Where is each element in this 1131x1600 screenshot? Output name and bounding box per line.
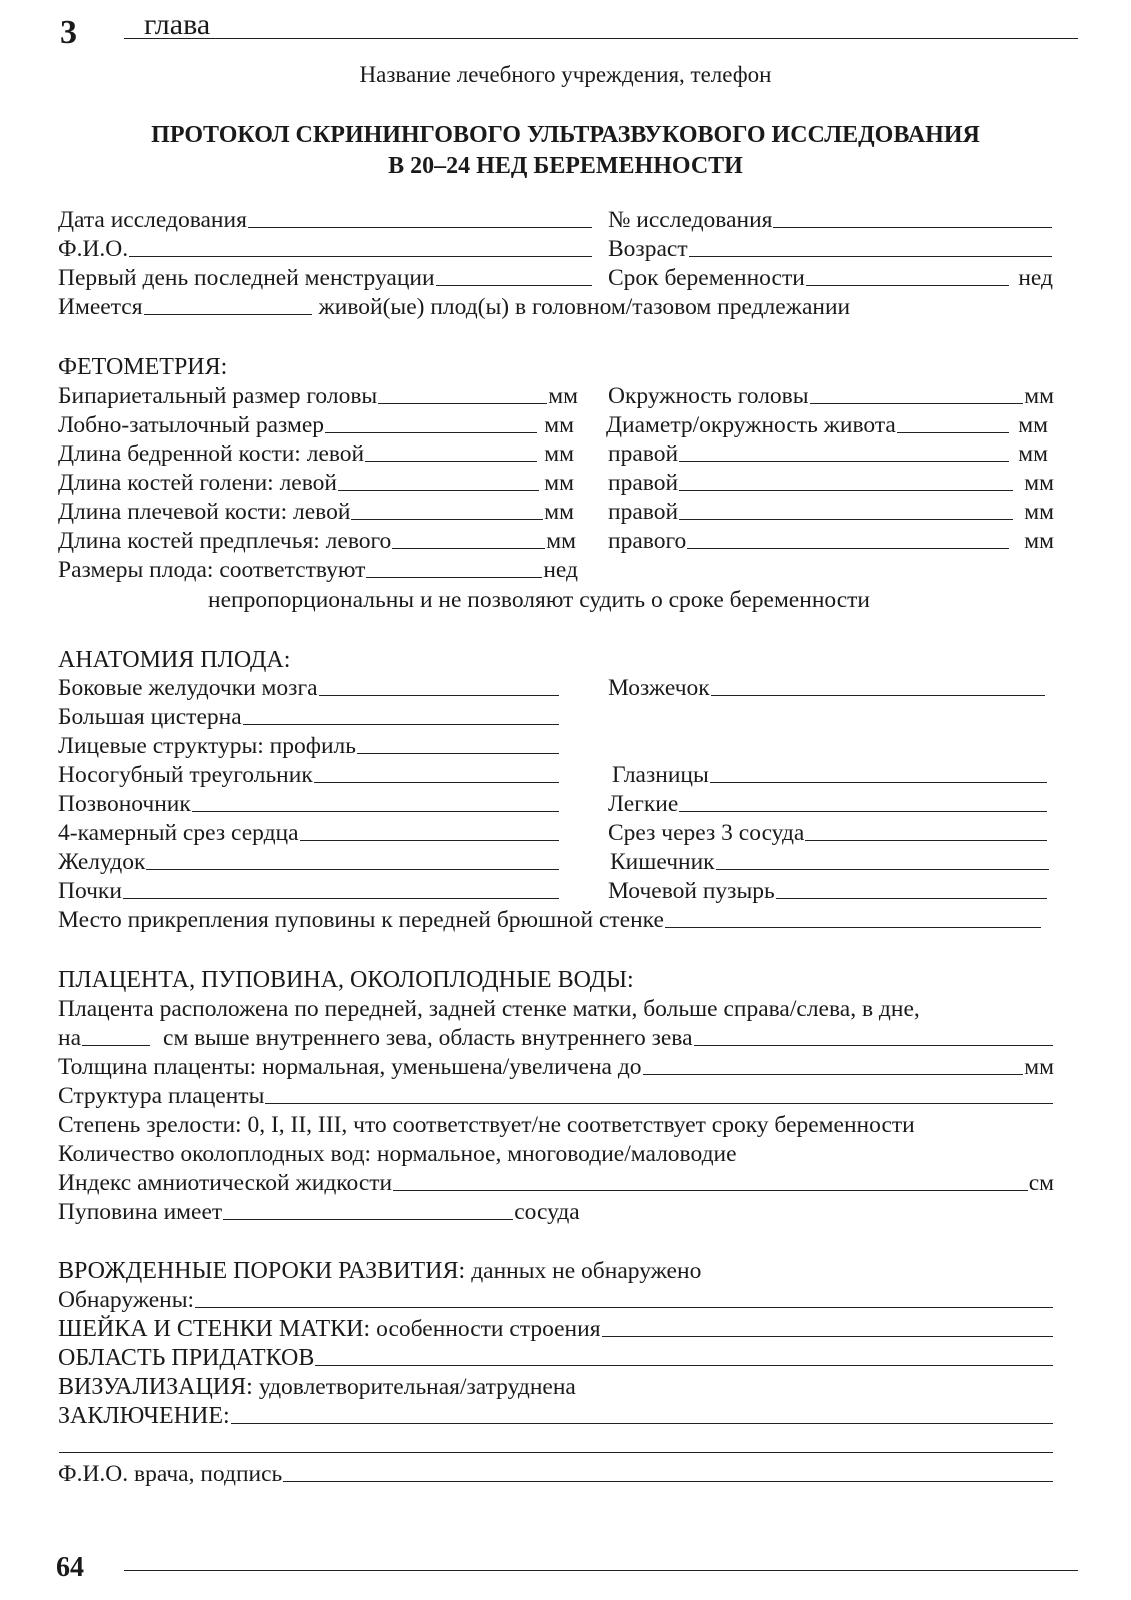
heart4-field[interactable] — [300, 840, 559, 841]
fluid-text: Количество околоплодных вод: нормальное, многоводие/маловодие — [58, 1140, 737, 1167]
heart4-label: 4-камерный срез сердца — [58, 819, 299, 846]
afi-label: Индекс амниотической жидкости — [58, 1169, 393, 1196]
title-line-1: ПРОТОКОЛ СКРИНИНГОВОГО УЛЬТРАЗВУКОВОГО ИССЛЕДОВАНИЯ — [151, 122, 980, 148]
found-field[interactable] — [195, 1307, 1053, 1308]
cisterna-field[interactable] — [243, 724, 559, 725]
tibia-row — [58, 465, 574, 495]
adnexa-row — [58, 1340, 1054, 1370]
internal-os-field[interactable] — [694, 1045, 1054, 1046]
femur-left-field[interactable] — [365, 461, 537, 462]
cisterna-label: Большая цистерна — [58, 703, 242, 730]
abd-row — [606, 407, 1048, 437]
doctor-label: Ф.И.О. врача, подпись — [58, 1460, 283, 1487]
placenta-location-text: Плацента расположена по передней, задней стенке матки, больше справа/слева, в дне, — [58, 995, 920, 1022]
lungs-row — [608, 786, 1048, 816]
lungs-label: Легкие — [608, 790, 679, 817]
spine-row — [58, 786, 560, 816]
humerus-right-field[interactable] — [679, 519, 1013, 520]
adnexa-field[interactable] — [315, 1365, 1053, 1366]
tibia-right-row — [608, 465, 1054, 495]
fio-field[interactable] — [129, 256, 592, 257]
face-field[interactable] — [357, 753, 559, 754]
fetometry-heading: ФЕТОМЕТРИЯ: — [58, 354, 228, 380]
orbits-field[interactable] — [710, 782, 1047, 783]
visualization-row — [58, 1369, 1054, 1399]
structure-field[interactable] — [265, 1103, 1053, 1104]
humerus-row — [58, 494, 574, 524]
cervix-heading: ШЕЙКА И СТЕНКИ МАТКИ: — [58, 1316, 371, 1342]
forearm-label: Длина костей предплечья: левого — [58, 527, 392, 554]
header-rule — [124, 38, 1078, 39]
doctor-row — [58, 1456, 1054, 1486]
disprop-row — [208, 582, 1008, 612]
cerebellum-field[interactable] — [711, 695, 1045, 696]
cervix-field[interactable] — [602, 1336, 1053, 1337]
placenta-heading: ПЛАЦЕНТА, ПУПОВИНА, ОКОЛОПЛОДНЫЕ ВОДЫ: — [58, 967, 634, 993]
thickness-label: Толщина плаценты: нормальная, уменьшена/увеличена до — [58, 1053, 642, 1080]
lungs-field[interactable] — [679, 811, 1047, 812]
lmp-row — [58, 260, 593, 290]
lmp-field[interactable] — [436, 285, 592, 286]
placenta-thickness-row — [58, 1049, 1054, 1079]
fio-row — [58, 231, 593, 261]
above-os-label: см выше внутреннего зева, область внутреннего зева — [163, 1024, 693, 1051]
anomalies-heading: ВРОЖДЕННЫЕ ПОРОКИ РАЗВИТИЯ: — [58, 1258, 466, 1284]
ofd-label: Лобно-затылочный размер — [58, 411, 325, 438]
mm-unit: мм — [548, 382, 578, 409]
exam-date-row — [58, 202, 593, 232]
bladder-row — [608, 873, 1048, 903]
forearm-right-field[interactable] — [687, 548, 1009, 549]
bladder-label: Мочевой пузырь — [608, 877, 775, 904]
chapter-word: глава — [144, 8, 211, 41]
humerus-left-field[interactable] — [351, 519, 543, 520]
age-row — [608, 231, 1053, 261]
mm-unit: мм — [1024, 382, 1054, 409]
cervix-row — [58, 1311, 1054, 1341]
maturity-row — [58, 1107, 1058, 1137]
placenta-distance-field[interactable] — [82, 1045, 150, 1046]
ofd-field[interactable] — [325, 432, 537, 433]
conclusion-heading: ЗАКЛЮЧЕНИЕ: — [58, 1403, 230, 1429]
cord-insertion-field[interactable] — [665, 927, 1041, 928]
orbits-label: Глазницы — [612, 761, 709, 788]
nasolabial-label: Носогубный треугольник — [58, 761, 313, 788]
mm-unit: мм — [544, 440, 574, 467]
bpd-row — [58, 378, 578, 408]
gest-age-row — [608, 260, 1053, 290]
afi-field[interactable] — [393, 1190, 1028, 1191]
age-label: Возраст — [608, 235, 688, 262]
week-unit: нед — [543, 556, 578, 583]
chapter-number: 3 — [60, 14, 77, 51]
weeks-unit: нед — [1018, 264, 1053, 291]
page-number: 64 — [56, 1552, 84, 1583]
exam-no-row — [608, 202, 1053, 232]
bowel-label: Кишечник — [610, 848, 715, 875]
forearm-left-field[interactable] — [392, 548, 545, 549]
ofd-row — [58, 407, 574, 437]
right-label: правого — [608, 527, 687, 554]
humerus-right-row — [608, 494, 1054, 524]
placenta-structure-row — [58, 1078, 1054, 1108]
anomalies-row — [58, 1253, 1054, 1283]
ventricles-field[interactable] — [319, 695, 559, 696]
fio-label: Ф.И.О. — [58, 235, 129, 262]
conclusion-field-2[interactable] — [59, 1452, 1053, 1453]
bowel-row — [610, 844, 1050, 874]
abd-label: Диаметр/окружность живота — [606, 411, 896, 438]
protocol-title — [0, 120, 1131, 182]
structure-label: Структура плаценты — [58, 1082, 265, 1109]
abd-field[interactable] — [897, 432, 1009, 433]
mm-unit: мм — [1024, 469, 1054, 496]
mm-unit: мм — [1018, 411, 1048, 438]
cervix-text: особенности строения — [376, 1315, 601, 1342]
face-label: Лицевые структуры: профиль — [58, 732, 356, 759]
femur-right-row — [608, 436, 1048, 466]
femur-right-field[interactable] — [679, 461, 1009, 462]
exam-no-field[interactable] — [773, 227, 1052, 228]
conclusion-row — [58, 1398, 1054, 1428]
kidneys-row — [58, 873, 560, 903]
conclusion-row-2 — [58, 1427, 1054, 1457]
on-label: на — [58, 1024, 82, 1051]
spine-field[interactable] — [192, 811, 559, 812]
conclusion-field[interactable] — [231, 1423, 1053, 1424]
kidneys-field[interactable] — [123, 898, 559, 899]
tibia-right-field[interactable] — [679, 490, 1013, 491]
mm-unit: мм — [544, 498, 574, 525]
femur-row — [58, 436, 574, 466]
chapter-header — [56, 8, 1078, 51]
lmp-label: Первый день последней менструации — [58, 264, 435, 291]
cisterna-row — [58, 699, 560, 729]
heart4-row — [58, 815, 560, 845]
sizes-label: Размеры плода: соответствуют — [58, 556, 366, 583]
exam-date-label: Дата исследования — [58, 206, 247, 233]
stomach-field[interactable] — [146, 869, 559, 870]
ventricles-label: Боковые желудочки мозга — [58, 674, 318, 701]
orbits-row — [612, 757, 1048, 787]
present-label: Имеется — [58, 293, 143, 320]
age-field[interactable] — [689, 256, 1052, 257]
found-row — [58, 1282, 1054, 1312]
vessels3-row — [608, 815, 1048, 845]
forearm-row — [58, 523, 576, 553]
ventricles-row — [58, 670, 560, 700]
visualization-text: удовлетворительная/затруднена — [258, 1373, 576, 1400]
mm-unit: мм — [546, 527, 576, 554]
placenta-location-row — [58, 991, 1058, 1021]
found-label: Обнаружены: — [58, 1286, 195, 1313]
bpd-label: Бипариетальный размер головы — [58, 382, 378, 409]
footer-rule — [124, 1570, 1078, 1571]
hc-label: Окружность головы — [608, 382, 809, 409]
anatomy-heading: АНАТОМИЯ ПЛОДА: — [58, 647, 291, 673]
fluid-row — [58, 1136, 1058, 1166]
disprop-text: непропорциональны и не позволяют судить о сроке беременности — [208, 586, 871, 613]
tibia-label: Длина костей голени: левой — [58, 469, 337, 496]
mm-unit: мм — [1024, 1053, 1054, 1080]
present-tail: живой(ые) плод(ы) в головном/тазовом предлежании — [318, 293, 851, 320]
forearm-right-row — [608, 523, 1054, 553]
femur-label: Длина бедренной кости: левой — [58, 440, 365, 467]
cerebellum-row — [608, 670, 1046, 700]
mm-unit: мм — [544, 411, 574, 438]
sizes-field[interactable] — [366, 577, 542, 578]
cord-insertion-label: Место прикрепления пуповины к передней брюшной стенке — [58, 906, 664, 933]
bowel-field[interactable] — [716, 869, 1049, 870]
gest-age-label: Срок беременности — [608, 264, 805, 291]
humerus-label: Длина плечевой кости: левой — [58, 498, 351, 525]
cerebellum-label: Мозжечок — [608, 674, 710, 701]
mm-unit: мм — [1018, 440, 1048, 467]
fetus-count-field[interactable] — [144, 314, 312, 315]
present-row — [58, 289, 1018, 319]
kidneys-label: Почки — [58, 877, 122, 904]
visualization-heading: ВИЗУАЛИЗАЦИЯ: — [58, 1374, 253, 1400]
tibia-left-field[interactable] — [338, 490, 539, 491]
stomach-label: Желудок — [58, 848, 146, 875]
cord-row — [58, 1194, 638, 1224]
nasolabial-field[interactable] — [314, 782, 559, 783]
right-label: правой — [608, 498, 679, 525]
title-line-2: В 20–24 НЕД БЕРЕМЕННОСТИ — [388, 153, 743, 179]
anomalies-text: данных не обнаружено — [471, 1257, 702, 1284]
cord-insertion-row — [58, 902, 1042, 932]
cm-unit: см — [1028, 1169, 1054, 1196]
adnexa-heading: ОБЛАСТЬ ПРИДАТКОВ — [58, 1345, 315, 1371]
cord-label: Пуповина имеет — [58, 1198, 223, 1225]
gest-age-field[interactable] — [806, 285, 1010, 286]
vessels3-label: Срез через 3 сосуда — [608, 819, 805, 846]
maturity-text: Степень зрелости: 0, I, II, III, что соответствует/не соответствует сроку беременности — [58, 1111, 915, 1138]
right-label: правой — [608, 440, 679, 467]
bladder-field[interactable] — [776, 898, 1047, 899]
doctor-signature-field[interactable] — [283, 1481, 1053, 1482]
right-label: правой — [608, 469, 679, 496]
afi-row — [58, 1165, 1054, 1195]
hc-field[interactable] — [810, 403, 1024, 404]
vessels3-field[interactable] — [805, 840, 1047, 841]
spine-label: Позвоночник — [58, 790, 191, 817]
mm-unit: мм — [544, 469, 574, 496]
exam-date-field[interactable] — [248, 227, 592, 228]
thickness-field[interactable] — [643, 1074, 1024, 1075]
hc-row — [608, 378, 1054, 408]
exam-no-label: № исследования — [608, 206, 773, 233]
stomach-row — [58, 844, 560, 874]
institution-line: Название лечебного учреждения, телефон — [359, 62, 772, 87]
placenta-os-row — [58, 1020, 1054, 1050]
sizes-row — [58, 552, 578, 582]
mm-unit: мм — [1024, 527, 1054, 554]
vessels-label: сосуда — [514, 1198, 580, 1225]
cord-vessels-field[interactable] — [223, 1219, 513, 1220]
bpd-field[interactable] — [378, 403, 547, 404]
nasolabial-row — [58, 757, 560, 787]
mm-unit: мм — [1024, 498, 1054, 525]
face-row — [58, 728, 560, 758]
